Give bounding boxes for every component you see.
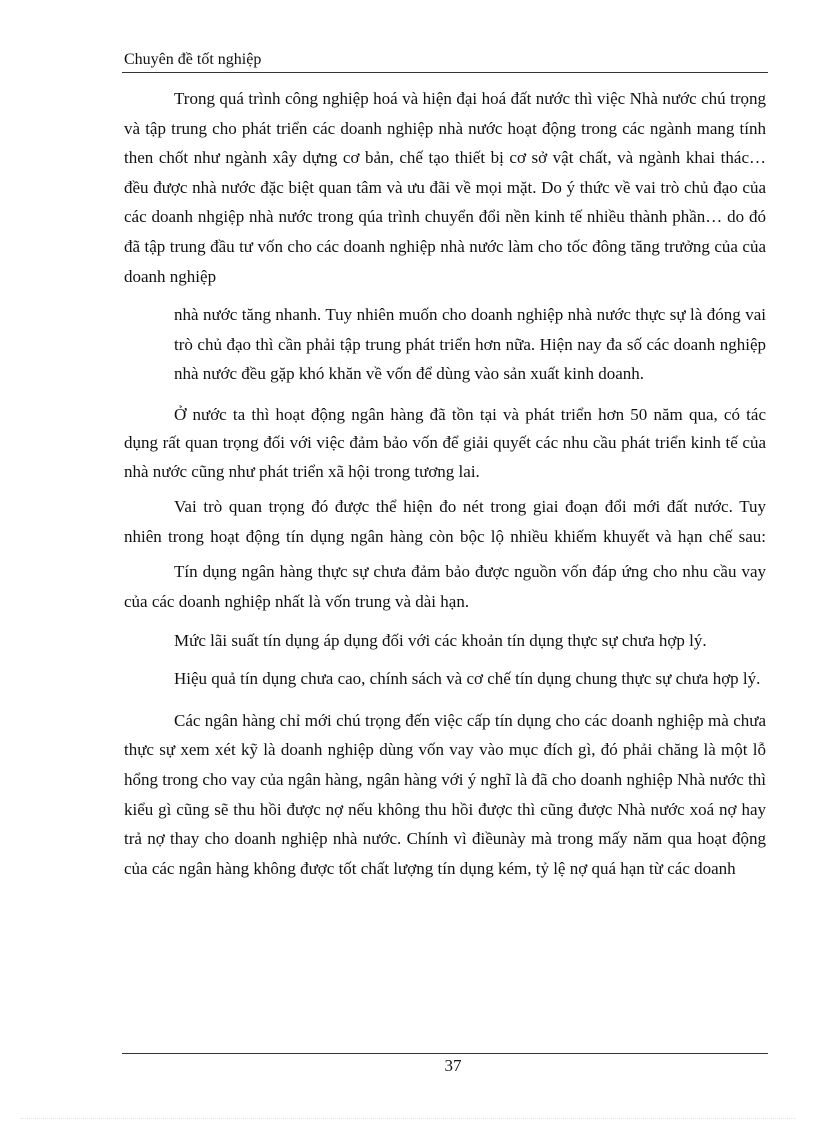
- page-number: 37: [444, 1056, 462, 1075]
- paragraph-8: Các ngân hàng chỉ mới chú trọng đến việc cấp tín dụng cho các doanh nghiệp mà chưa thực sự xem xét kỹ là doanh nghiệp dùng vốn vay vào mục đích gì, đó phải chăng là một lỗ hổng trong cho vay của ngân hàng, ngân hàng với ý nghĩ là đã cho doanh nghiệp Nhà nước thì kiểu gì cũng sẽ thu hồi được nợ nếu không thu hồi được thì cũng được Nhà nước xoá nợ hay trả nợ thay cho doanh nghiệp nhà nước. Chính vì điềunày mà trong mấy năm qua hoạt động của các ngân hàng không được tốt chất lượng tín dụng kém, tỷ lệ nợ quá hạn từ các doanh: [124, 710, 766, 878]
- paragraph-5: Tín dụng ngân hàng thực sự chưa đảm bảo được nguồn vốn đáp ứng cho nhu cầu vay của các doanh nghiệp nhất là vốn trung và dài hạn.: [124, 562, 766, 611]
- paragraph-2: nhà nước tăng nhanh. Tuy nhiên muốn cho doanh nghiệp nhà nước thực sự là đóng vai trò chủ đạo thì cần phải tập trung phát triển hơn nữa. Hiện nay đa số các doanh nghiệp nhà nước đều gặp khó khăn về vốn để dùng vào sản xuất kinh doanh.: [174, 305, 766, 384]
- paragraph-3: Ở nước ta thì hoạt động ngân hàng đã tồn tại và phát triển hơn 50 năm qua, có tác dụng rất quan trọng đối với việc đảm bảo vốn để giải quyết các nhu cầu phát triển kinh tế của nhà nước cũng như phát triển xã hội trong tương lai.: [124, 404, 766, 481]
- header-divider: [122, 72, 768, 73]
- paragraph-4: Vai trò quan trọng đó được thể hiện đo nét trong giai đoạn đổi mới đất nước. Tuy nhiên trong hoạt động tín dụng ngân hàng còn bộc lộ nhiều khiếm khuyết và hạn chế sau:: [124, 497, 766, 546]
- footer-divider: [122, 1053, 768, 1054]
- paragraph-6: Mức lãi suất tín dụng áp dụng đối với các khoản tín dụng thực sự chưa hợp lý.: [174, 630, 707, 650]
- paragraph-1: Trong quá trình công nghiệp hoá và hiện đại hoá đất nước thì việc Nhà nước chú trọng và tập trung cho phát triển các doanh nghiệp nhà nước hoạt động trong các ngành mang tính then chốt như ngành xây dựng cơ bản, chế tạo thiết bị cơ sở vật chất, và ngành khai thác… đều được nhà nước đặc biệt quan tâm và ưu đãi về mọi mặt. Do ý thức về vai trò chủ đạo của các doanh nhgiệp nhà nước trong qúa trình chuyển đổi nền kinh tế nhiều thành phần… do đó đã tập trung đầu tư vốn cho các doanh nghiệp nhà nước làm cho tốc đông tăng trưởng của của doanh nghiệp: [124, 89, 766, 286]
- header-title: Chuyên đề tốt nghiệp: [124, 51, 262, 68]
- paragraph-7: Hiệu quả tín dụng chưa cao, chính sách và cơ chế tín dụng chung thực sự chưa hợp lý.: [174, 669, 761, 689]
- document-body: [124, 84, 766, 883]
- page-edge-dotted-line: [20, 1118, 796, 1119]
